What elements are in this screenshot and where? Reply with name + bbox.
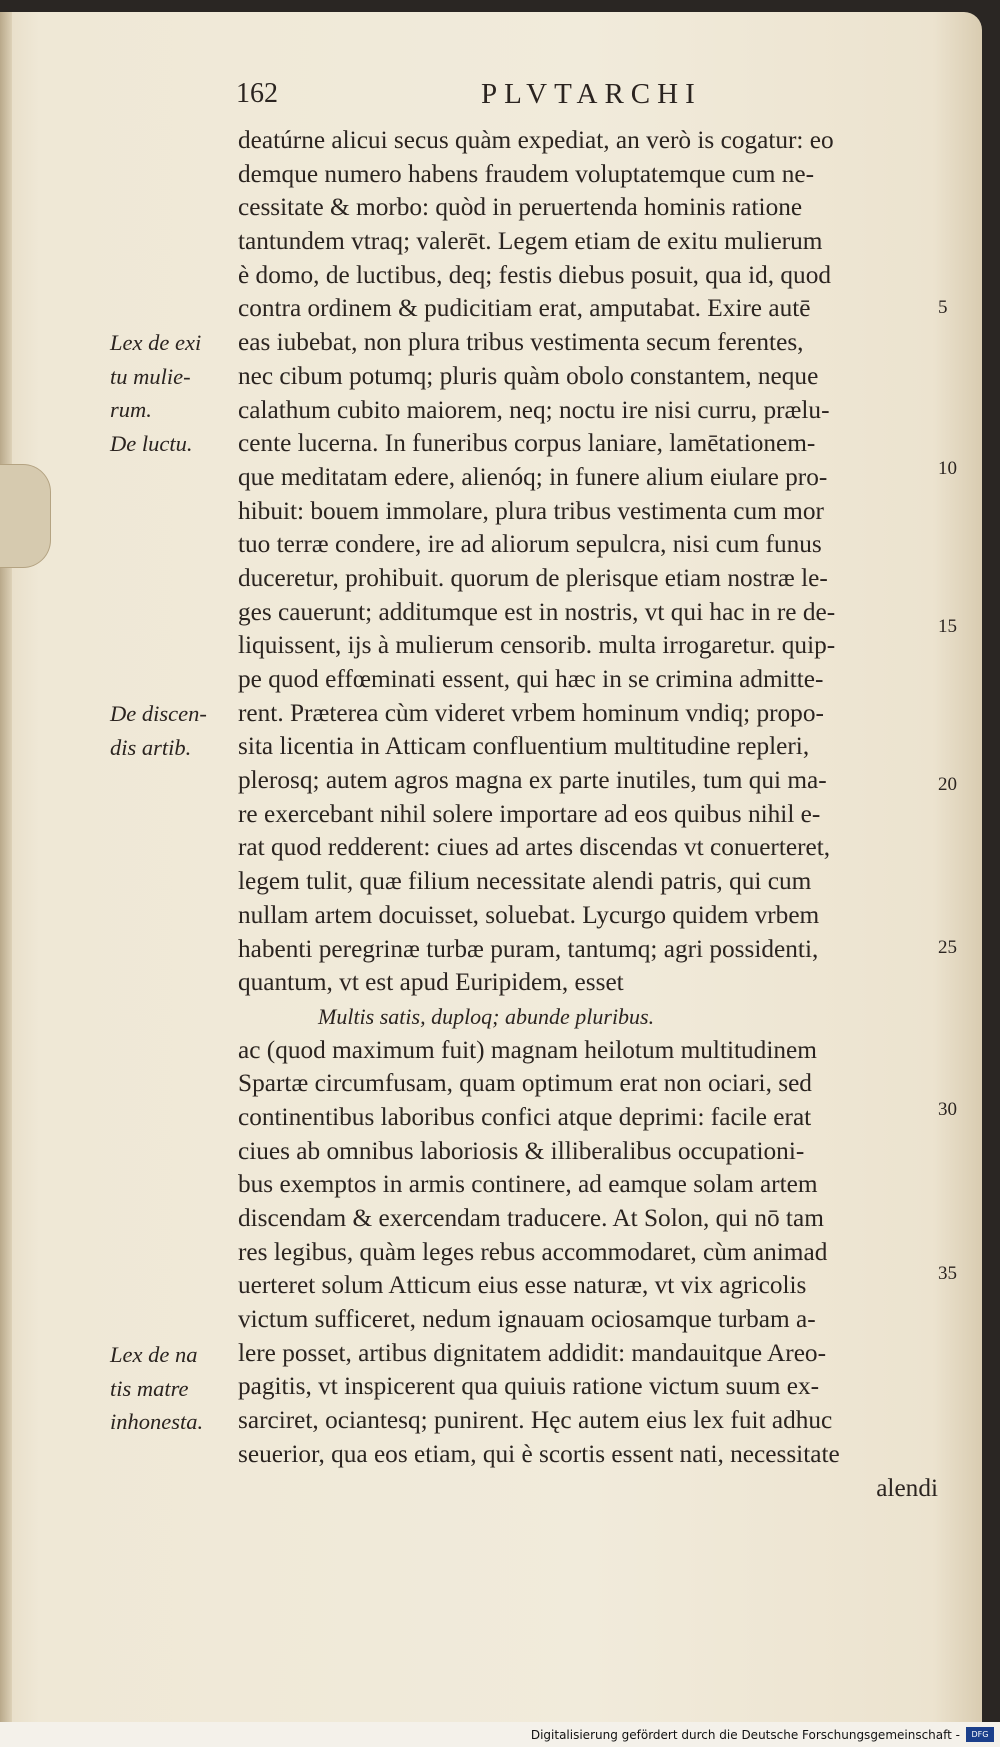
- footer-credit: Digitalisierung gefördert durch die Deutsche Forschungsgemeinschaft -: [530, 1728, 960, 1742]
- text-line: plerosq; autem agros magna ex parte inutiles, tum qui ma-: [238, 766, 827, 795]
- text-line: ac (quod maximum fuit) magnam heilotum multitudinem: [238, 1035, 817, 1064]
- text-line: que meditatam edere, alienóq; in funere alium eiulare pro-: [238, 462, 828, 491]
- text-line: deatúrne alicui secus quàm expediat, an verò is cogatur: eo: [238, 126, 834, 154]
- margin-note-line: Lex de na: [110, 1342, 198, 1367]
- margin-note-line: De discen-: [110, 701, 207, 726]
- margin-note-lex-de-exitu: [110, 326, 238, 427]
- text-line: rat quod redderent: ciues ad artes discendas vt conuerteret,: [238, 833, 831, 862]
- line-number: 5: [938, 297, 948, 318]
- book-page: [0, 12, 982, 1722]
- page-number: 162: [236, 78, 278, 109]
- running-head: PLVTARCHI: [481, 78, 702, 110]
- text-line: lere posset, artibus dignitatem addidit: mandauitque Areo-: [238, 1338, 827, 1367]
- text-line: res legibus, quàm leges rebus accommodaret, cùm animad: [238, 1237, 828, 1266]
- text-line: hibuit: bouem immolare, plura tribus vestimenta cum mor: [238, 496, 824, 525]
- margin-note-lex-de-natis: [110, 1338, 238, 1439]
- text-line: bus exemptos in armis continere, ad eamque solam artem: [238, 1170, 818, 1199]
- text-line: liquissent, ijs à mulierum censorib. multa irrogaretur. quip-: [238, 631, 836, 660]
- text-line: duceretur, prohibuit. quorum de plerisque etiam nostræ le-: [238, 563, 828, 592]
- text-line: quantum, vt est apud Euripidem, esset: [238, 968, 624, 997]
- text-line: tantundem vtraq; valerēt. Legem etiam de exitu mulierum: [238, 227, 823, 256]
- text-line: ges cauerunt; additumque est in nostris, vt qui hac in re de-: [238, 597, 836, 626]
- text-line: calathum cubito maiorem, neq; noctu ire nisi curru, prælu-: [238, 395, 830, 424]
- text-line: nec cibum potumq; pluris quàm obolo constantem, neque: [238, 361, 819, 390]
- text-line: continentibus laboribus confici atque deprimi: facile erat: [238, 1102, 812, 1131]
- text-line: discendam & exercendam traducere. At Solon, qui nō tam: [238, 1204, 824, 1232]
- margin-note-de-luctu: [110, 427, 238, 461]
- line-number: 15: [938, 616, 957, 637]
- text-line: uerteret solum Atticum eius esse naturæ, vt vix agricolis: [238, 1271, 807, 1300]
- text-line: eas iubebat, non plura tribus vestimenta secum ferentes,: [238, 328, 804, 357]
- text-line: contra ordinem & pudicitiam erat, amputabat. Exire autē: [238, 294, 811, 323]
- text-line: cente lucerna. In funeribus corpus laniare, lamētationem-: [238, 429, 816, 458]
- line-number: 25: [938, 937, 957, 958]
- digitization-footer: [0, 1722, 1000, 1747]
- page-edge: [0, 12, 12, 1722]
- text-line: pagitis, vt inspicerent qua quiuis ratione victum suum ex-: [238, 1372, 820, 1401]
- text-line: rent. Præterea cùm videret vrbem hominum vndiq; propo-: [238, 698, 824, 727]
- text-line: pe quod effœminati essent, qui hæc in se crimina admitte-: [238, 665, 824, 693]
- dfg-logo-icon: DFG: [966, 1727, 994, 1742]
- line-number: 30: [938, 1099, 957, 1120]
- verse-quotation: Multis satis, duploq; abunde pluribus.: [318, 1003, 655, 1029]
- margin-note-line: rum.: [110, 397, 152, 423]
- text-line: victum sufficeret, nedum ignauam ociosamque turbam a-: [238, 1305, 816, 1334]
- page-tab: [0, 464, 51, 568]
- text-line: è domo, de luctibus, deq; festis diebus posuit, qua id, quod: [238, 260, 832, 289]
- line-number: 20: [938, 774, 957, 795]
- text-line: cessitate & morbo: quòd in peruertenda hominis ratione: [238, 193, 803, 222]
- margin-note-line: inhonesta.: [110, 1409, 204, 1435]
- text-line: tuo terræ condere, ire ad aliorum sepulcra, nisi cum funus: [238, 530, 822, 559]
- text-line: nullam artem docuisset, soluebat. Lycurgo quidem vrbem: [238, 900, 820, 929]
- text-line: Spartæ circumfusam, quam optimum erat non ociari, sed: [238, 1069, 812, 1098]
- text-line: re exercebant nihil solere importare ad eos quibus nihil e-: [238, 799, 821, 828]
- text-line: seuerior, qua eos etiam, qui è scortis essent nati, necessitate: [238, 1439, 840, 1468]
- text-line: sita licentia in Atticam confluentium multitudine repleri,: [238, 732, 810, 761]
- margin-note-line: tis matre: [110, 1375, 189, 1401]
- text-line: legem tulit, quæ filium necessitate alendi patris, qui cum: [238, 867, 812, 896]
- text-line: demque numero habens fraudem voluptatemque cum ne-: [238, 159, 815, 188]
- margin-note-line: dis artib.: [110, 734, 192, 760]
- margin-note-de-discendis: [110, 697, 238, 764]
- text-line: ciues ab omnibus laboriosis & illiberalibus occupationi-: [238, 1136, 805, 1165]
- body-text: [238, 124, 938, 1505]
- catchword: alendi: [876, 1473, 938, 1502]
- margin-note-line: De luctu.: [110, 431, 193, 456]
- text-line: sarciret, ociantesq; punirent. Hęc autem eius lex fuit adhuc: [238, 1406, 833, 1435]
- text-line: habenti peregrinæ turbæ puram, tantumq; agri possidenti,: [238, 934, 819, 963]
- margin-note-line: tu mulie-: [110, 363, 191, 389]
- margin-note-line: Lex de exi: [110, 330, 202, 355]
- page-header: [236, 78, 936, 120]
- line-number: 10: [938, 458, 957, 479]
- line-number: 35: [938, 1263, 957, 1284]
